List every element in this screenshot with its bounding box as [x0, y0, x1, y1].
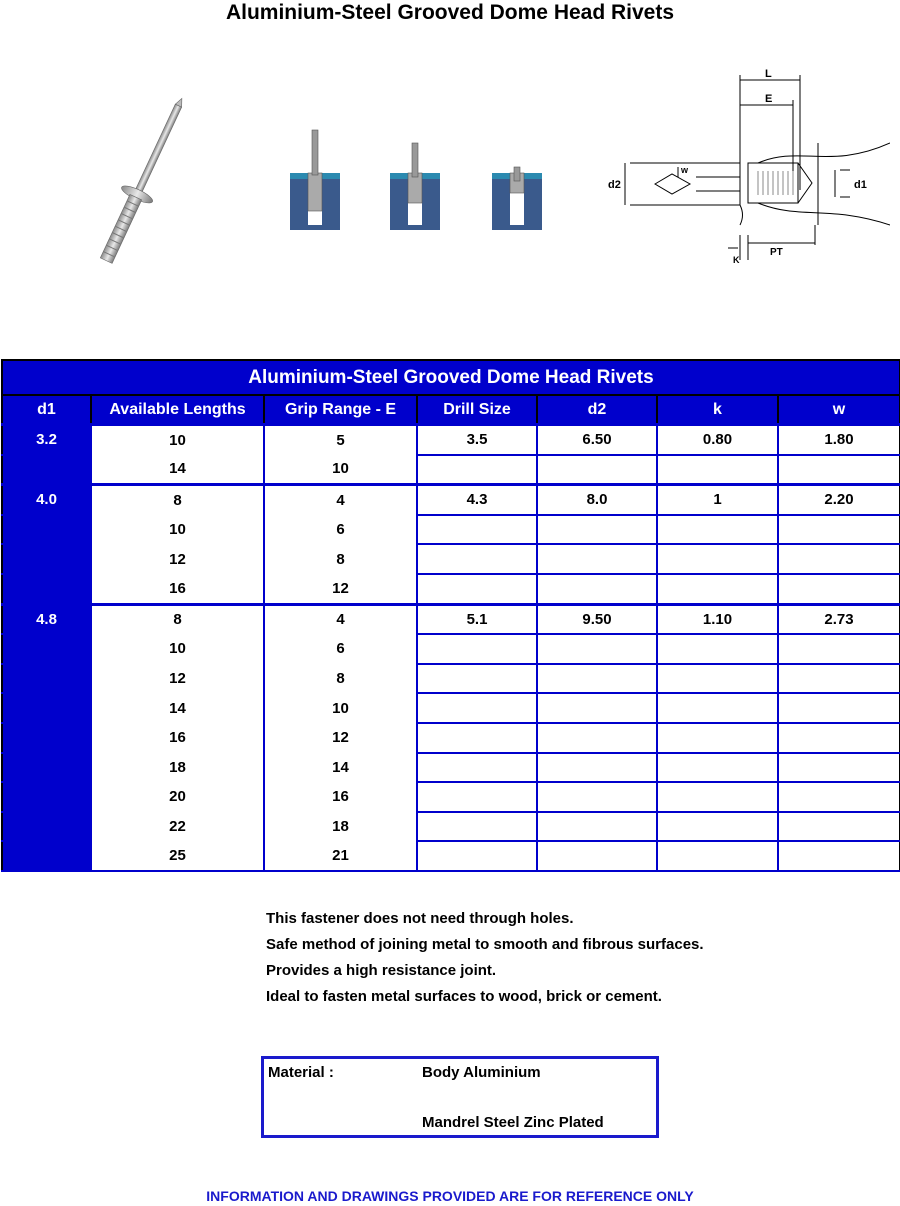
cell-drill — [417, 664, 537, 694]
cell-length: 14 — [91, 455, 264, 485]
cell-d1 — [2, 841, 91, 871]
cell-length: 12 — [91, 544, 264, 574]
table-row — [2, 515, 900, 545]
cell-w — [778, 515, 900, 545]
cell-grip: 6 — [264, 634, 417, 664]
cell-length: 22 — [91, 812, 264, 842]
cell-d1: 4.0 — [2, 485, 91, 515]
cell-d1 — [2, 812, 91, 842]
cell-length: 20 — [91, 782, 264, 812]
cell-drill: 3.5 — [417, 425, 537, 455]
cell-k — [657, 782, 778, 812]
cell-drill — [417, 574, 537, 604]
cell-k — [657, 515, 778, 545]
cell-length: 14 — [91, 693, 264, 723]
cell-w — [778, 812, 900, 842]
cell-length: 18 — [91, 753, 264, 783]
cell-w: 2.20 — [778, 485, 900, 515]
cell-length: 8 — [91, 604, 264, 634]
cell-d2: 8.0 — [537, 485, 657, 515]
cell-k: 1.10 — [657, 604, 778, 634]
cell-grip: 10 — [264, 455, 417, 485]
cell-length: 16 — [91, 574, 264, 604]
feature-item: This fastener does not need through holes. — [266, 910, 574, 927]
cell-k — [657, 455, 778, 485]
label-d2: d2 — [608, 179, 621, 191]
cell-d2 — [537, 664, 657, 694]
table-row — [2, 753, 900, 783]
table-row — [2, 634, 900, 664]
header-grip-range: Grip Range - E — [264, 395, 417, 425]
cell-grip: 16 — [264, 782, 417, 812]
cell-k — [657, 812, 778, 842]
cell-d2: 9.50 — [537, 604, 657, 634]
cell-d1: 3.2 — [2, 425, 91, 455]
cell-length: 25 — [91, 841, 264, 871]
material-body: Body Aluminium — [422, 1064, 541, 1081]
cell-d1 — [2, 753, 91, 783]
cell-d1 — [2, 574, 91, 604]
cell-drill — [417, 634, 537, 664]
table-row — [2, 425, 900, 455]
cell-d2 — [537, 455, 657, 485]
cell-grip: 21 — [264, 841, 417, 871]
cell-grip: 6 — [264, 515, 417, 545]
cell-w — [778, 455, 900, 485]
label-PT: PT — [770, 247, 783, 258]
cell-grip: 8 — [264, 544, 417, 574]
cell-length: 10 — [91, 425, 264, 455]
cell-k — [657, 841, 778, 871]
cell-d2 — [537, 544, 657, 574]
cell-w — [778, 574, 900, 604]
cell-k — [657, 693, 778, 723]
table-row — [2, 604, 900, 634]
cell-k — [657, 723, 778, 753]
cell-drill: 5.1 — [417, 604, 537, 634]
cell-drill — [417, 515, 537, 545]
header-d2: d2 — [537, 395, 657, 425]
cell-length: 12 — [91, 664, 264, 694]
installation-stages-image — [280, 125, 550, 235]
cell-k — [657, 544, 778, 574]
cell-d1 — [2, 544, 91, 574]
cell-d2 — [537, 782, 657, 812]
cell-grip: 12 — [264, 723, 417, 753]
cell-grip: 10 — [264, 693, 417, 723]
cell-drill — [417, 753, 537, 783]
cell-k — [657, 753, 778, 783]
label-w: w — [681, 165, 689, 175]
cell-w — [778, 664, 900, 694]
table-row — [2, 574, 900, 604]
cell-drill — [417, 693, 537, 723]
table-row — [2, 544, 900, 574]
page-title: Aluminium-Steel Grooved Dome Head Rivets — [225, 1, 675, 24]
feature-item: Ideal to fasten metal surfaces to wood, brick or cement. — [266, 988, 662, 1005]
cell-w: 2.73 — [778, 604, 900, 634]
cell-grip: 12 — [264, 574, 417, 604]
cell-w — [778, 634, 900, 664]
material-label: Material : — [268, 1064, 334, 1081]
cell-d1 — [2, 723, 91, 753]
cell-grip: 18 — [264, 812, 417, 842]
header-available-lengths: Available Lengths — [91, 395, 264, 425]
table-row — [2, 455, 900, 485]
table-banner: Aluminium-Steel Grooved Dome Head Rivets — [2, 360, 900, 395]
cell-drill — [417, 723, 537, 753]
cell-grip: 8 — [264, 664, 417, 694]
cell-d1 — [2, 455, 91, 485]
cell-drill — [417, 544, 537, 574]
cell-drill — [417, 812, 537, 842]
cell-d2 — [537, 723, 657, 753]
label-E: E — [765, 93, 773, 105]
feature-list — [266, 906, 704, 1010]
cell-length: 16 — [91, 723, 264, 753]
cell-k: 1 — [657, 485, 778, 515]
spec-table — [1, 359, 900, 872]
cell-d2 — [537, 693, 657, 723]
material-box — [261, 1056, 659, 1138]
cell-w — [778, 693, 900, 723]
cell-k — [657, 574, 778, 604]
cell-k — [657, 634, 778, 664]
footer-disclaimer: INFORMATION AND DRAWINGS PROVIDED ARE FOR REFERENCE ONLY — [206, 1188, 694, 1204]
cell-length: 10 — [91, 515, 264, 545]
label-L: L — [765, 68, 772, 80]
table-row — [2, 782, 900, 812]
cell-drill — [417, 782, 537, 812]
table-row — [2, 693, 900, 723]
feature-item: Safe method of joining metal to smooth and fibrous surfaces. — [266, 936, 704, 953]
technical-drawing — [600, 65, 890, 270]
cell-w — [778, 841, 900, 871]
cell-grip: 4 — [264, 604, 417, 634]
cell-d2 — [537, 574, 657, 604]
cell-grip: 4 — [264, 485, 417, 515]
label-d1: d1 — [854, 179, 867, 191]
table-row — [2, 485, 900, 515]
cell-d1 — [2, 664, 91, 694]
feature-item: Provides a high resistance joint. — [266, 962, 497, 979]
header-d1: d1 — [2, 395, 91, 425]
cell-w — [778, 544, 900, 574]
table-row — [2, 723, 900, 753]
cell-w — [778, 753, 900, 783]
header-k: k — [657, 395, 778, 425]
cell-length: 8 — [91, 485, 264, 515]
cell-d1 — [2, 782, 91, 812]
cell-w — [778, 782, 900, 812]
cell-grip: 5 — [264, 425, 417, 455]
cell-d2: 6.50 — [537, 425, 657, 455]
cell-d1 — [2, 515, 91, 545]
cell-d1 — [2, 634, 91, 664]
table-header-row — [2, 395, 900, 425]
rivet-product-image — [85, 95, 195, 280]
cell-drill — [417, 455, 537, 485]
header-drill-size: Drill Size — [417, 395, 537, 425]
cell-d2 — [537, 634, 657, 664]
cell-drill: 4.3 — [417, 485, 537, 515]
cell-length: 10 — [91, 634, 264, 664]
table-row — [2, 664, 900, 694]
cell-w — [778, 723, 900, 753]
cell-k: 0.80 — [657, 425, 778, 455]
label-K: K — [733, 255, 740, 265]
cell-grip: 14 — [264, 753, 417, 783]
cell-d2 — [537, 812, 657, 842]
cell-d2 — [537, 515, 657, 545]
table-row — [2, 841, 900, 871]
cell-d1 — [2, 693, 91, 723]
cell-d2 — [537, 753, 657, 783]
material-mandrel: Mandrel Steel Zinc Plated — [422, 1114, 604, 1131]
cell-k — [657, 664, 778, 694]
table-row — [2, 812, 900, 842]
cell-w: 1.80 — [778, 425, 900, 455]
header-w: w — [778, 395, 900, 425]
cell-drill — [417, 841, 537, 871]
cell-d2 — [537, 841, 657, 871]
cell-d1: 4.8 — [2, 604, 91, 634]
